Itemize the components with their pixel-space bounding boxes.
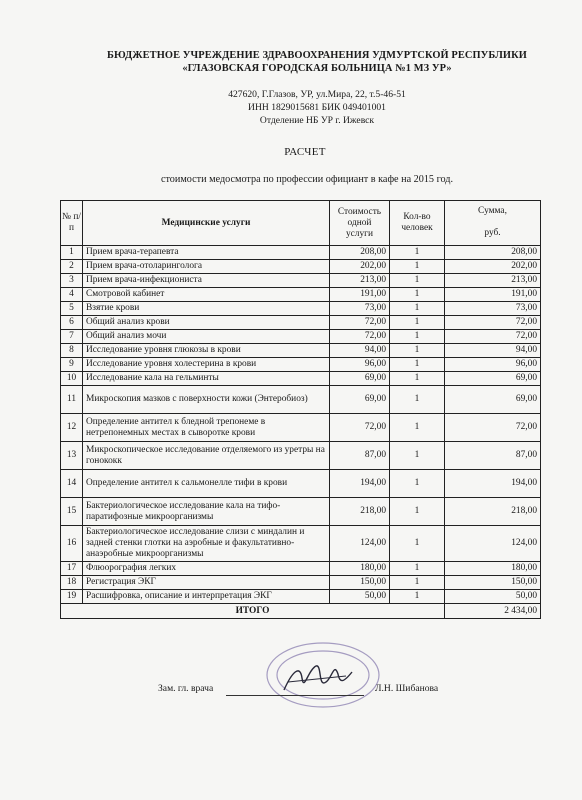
table-row: [61, 470, 541, 498]
row-service-name: Определение антител к сальмонелле тифи в крови: [83, 470, 330, 498]
row-num: 18: [61, 576, 83, 590]
row-price: 180,00: [330, 562, 390, 576]
row-qty: 1: [390, 316, 445, 330]
services-table: [60, 200, 541, 619]
header-name: Медицинские услуги: [83, 201, 330, 246]
table-row: [61, 526, 541, 562]
row-service-name: Общий анализ крови: [83, 316, 330, 330]
row-qty: 1: [390, 414, 445, 442]
row-num: 12: [61, 414, 83, 442]
row-sum: 69,00: [445, 386, 541, 414]
row-qty: 1: [390, 260, 445, 274]
row-qty: 1: [390, 372, 445, 386]
row-price: 72,00: [330, 316, 390, 330]
row-sum: 94,00: [445, 344, 541, 358]
row-service-name: Прием врача-отоларинголога: [83, 260, 330, 274]
row-num: 16: [61, 526, 83, 562]
row-qty: 1: [390, 288, 445, 302]
org-line-1: БЮДЖЕТНОЕ УЧРЕЖДЕНИЕ ЗДРАВООХРАНЕНИЯ УДМУРТСКОЙ РЕСПУБЛИКИ: [107, 50, 527, 61]
row-price: 124,00: [330, 526, 390, 562]
row-qty: 1: [390, 358, 445, 372]
table-row: [61, 576, 541, 590]
table-row: [61, 442, 541, 470]
table-row: [61, 330, 541, 344]
row-sum: 87,00: [445, 442, 541, 470]
row-service-name: Исследование кала на гельминты: [83, 372, 330, 386]
row-service-name: Бактериологическое исследование кала на тифо-паратифозные микроорганизмы: [83, 498, 330, 526]
signer-position: Зам. гл. врача: [158, 683, 214, 694]
table-row: [61, 260, 541, 274]
signature-line: [226, 695, 364, 696]
row-qty: 1: [390, 246, 445, 260]
org-bank: Отделение НБ УР г. Ижевск: [259, 115, 375, 126]
row-num: 10: [61, 372, 83, 386]
row-service-name: Исследование уровня холестерина в крови: [83, 358, 330, 372]
row-price: 213,00: [330, 274, 390, 288]
row-sum: 96,00: [445, 358, 541, 372]
row-price: 69,00: [330, 372, 390, 386]
row-sum: 202,00: [445, 260, 541, 274]
row-num: 9: [61, 358, 83, 372]
row-num: 13: [61, 442, 83, 470]
header-sum-line1: Сумма,: [478, 206, 507, 216]
row-service-name: Смотровой кабинет: [83, 288, 330, 302]
row-price: 73,00: [330, 302, 390, 316]
row-qty: 1: [390, 442, 445, 470]
row-num: 17: [61, 562, 83, 576]
row-num: 2: [61, 260, 83, 274]
row-price: 202,00: [330, 260, 390, 274]
row-sum: 180,00: [445, 562, 541, 576]
row-sum: 72,00: [445, 414, 541, 442]
row-num: 15: [61, 498, 83, 526]
row-qty: 1: [390, 498, 445, 526]
row-price: 72,00: [330, 414, 390, 442]
table-row: [61, 498, 541, 526]
org-inn-bik: ИНН 1829015681 БИК 049401001: [248, 102, 386, 113]
row-service-name: Общий анализ мочи: [83, 330, 330, 344]
row-num: 19: [61, 590, 83, 604]
row-qty: 1: [390, 274, 445, 288]
row-service-name: Прием врача-инфекциониста: [83, 274, 330, 288]
row-qty: 1: [390, 562, 445, 576]
table-row: [61, 372, 541, 386]
row-num: 1: [61, 246, 83, 260]
document-subtitle: стоимости медосмотра по профессии официант в кафе на 2015 год.: [160, 174, 454, 185]
total-value: 2 434,00: [445, 604, 541, 619]
row-sum: 150,00: [445, 576, 541, 590]
org-line-2: «ГЛАЗОВСКАЯ ГОРОДСКАЯ БОЛЬНИЦА №1 МЗ УР»: [182, 63, 452, 74]
row-qty: 1: [390, 344, 445, 358]
row-service-name: Исследование уровня глюкозы в крови: [83, 344, 330, 358]
header-num: № п/п: [61, 201, 83, 246]
row-sum: 69,00: [445, 372, 541, 386]
table-row: [61, 386, 541, 414]
row-service-name: Определение антител к бледной трепонеме в нетрепонемных местах в сыворотке крови: [83, 414, 330, 442]
row-sum: 72,00: [445, 316, 541, 330]
row-service-name: Взятие крови: [83, 302, 330, 316]
row-service-name: Прием врача-терапевта: [83, 246, 330, 260]
header-qty: Кол-во человек: [390, 201, 445, 246]
table-row: [61, 246, 541, 260]
row-service-name: Бактериологическое исследование слизи с миндалин и задней стенки глотки на аэробные и факультативно-анаэробные микроорганизмы: [83, 526, 330, 562]
row-price: 69,00: [330, 386, 390, 414]
row-sum: 194,00: [445, 470, 541, 498]
row-num: 8: [61, 344, 83, 358]
row-service-name: Микроскопия мазков с поверхности кожи (Энтеробиоз): [83, 386, 330, 414]
row-price: 208,00: [330, 246, 390, 260]
table-row: [61, 590, 541, 604]
row-service-name: Расшифровка, описание и интерпретация ЭКГ: [83, 590, 330, 604]
row-qty: 1: [390, 386, 445, 414]
row-price: 150,00: [330, 576, 390, 590]
row-sum: 124,00: [445, 526, 541, 562]
table-header-row: [61, 201, 541, 246]
row-num: 6: [61, 316, 83, 330]
total-row: [61, 604, 541, 619]
header-sum-line2: руб.: [484, 228, 501, 238]
table-row: [61, 288, 541, 302]
row-sum: 72,00: [445, 330, 541, 344]
row-price: 94,00: [330, 344, 390, 358]
row-num: 14: [61, 470, 83, 498]
row-service-name: Флюорография легких: [83, 562, 330, 576]
row-sum: 73,00: [445, 302, 541, 316]
table-row: [61, 414, 541, 442]
table-row: [61, 316, 541, 330]
row-num: 11: [61, 386, 83, 414]
document-title: РАСЧЕТ: [284, 146, 326, 158]
row-qty: 1: [390, 576, 445, 590]
table-row: [61, 274, 541, 288]
row-sum: 218,00: [445, 498, 541, 526]
row-qty: 1: [390, 330, 445, 344]
table-row: [61, 302, 541, 316]
row-service-name: Микроскопическое исследование отделяемого из уретры на гонококк: [83, 442, 330, 470]
row-price: 218,00: [330, 498, 390, 526]
row-num: 7: [61, 330, 83, 344]
row-price: 96,00: [330, 358, 390, 372]
row-price: 191,00: [330, 288, 390, 302]
row-price: 50,00: [330, 590, 390, 604]
total-label: ИТОГО: [61, 604, 445, 619]
row-sum: 213,00: [445, 274, 541, 288]
org-address: 427620, Г.Глазов, УР, ул.Мира, 22, т.5-46-51: [228, 89, 406, 100]
row-num: 5: [61, 302, 83, 316]
row-price: 72,00: [330, 330, 390, 344]
row-sum: 191,00: [445, 288, 541, 302]
header-sum: [445, 201, 541, 246]
row-qty: 1: [390, 470, 445, 498]
row-price: 194,00: [330, 470, 390, 498]
row-qty: 1: [390, 526, 445, 562]
row-sum: 50,00: [445, 590, 541, 604]
header-price: Стоимость одной услуги: [330, 201, 390, 246]
row-service-name: Регистрация ЭКГ: [83, 576, 330, 590]
row-sum: 208,00: [445, 246, 541, 260]
table-row: [61, 344, 541, 358]
row-price: 87,00: [330, 442, 390, 470]
row-qty: 1: [390, 302, 445, 316]
table-row: [61, 358, 541, 372]
row-num: 4: [61, 288, 83, 302]
table-row: [61, 562, 541, 576]
signer-name: Л.Н. Шибанова: [375, 683, 439, 694]
row-qty: 1: [390, 590, 445, 604]
row-num: 3: [61, 274, 83, 288]
